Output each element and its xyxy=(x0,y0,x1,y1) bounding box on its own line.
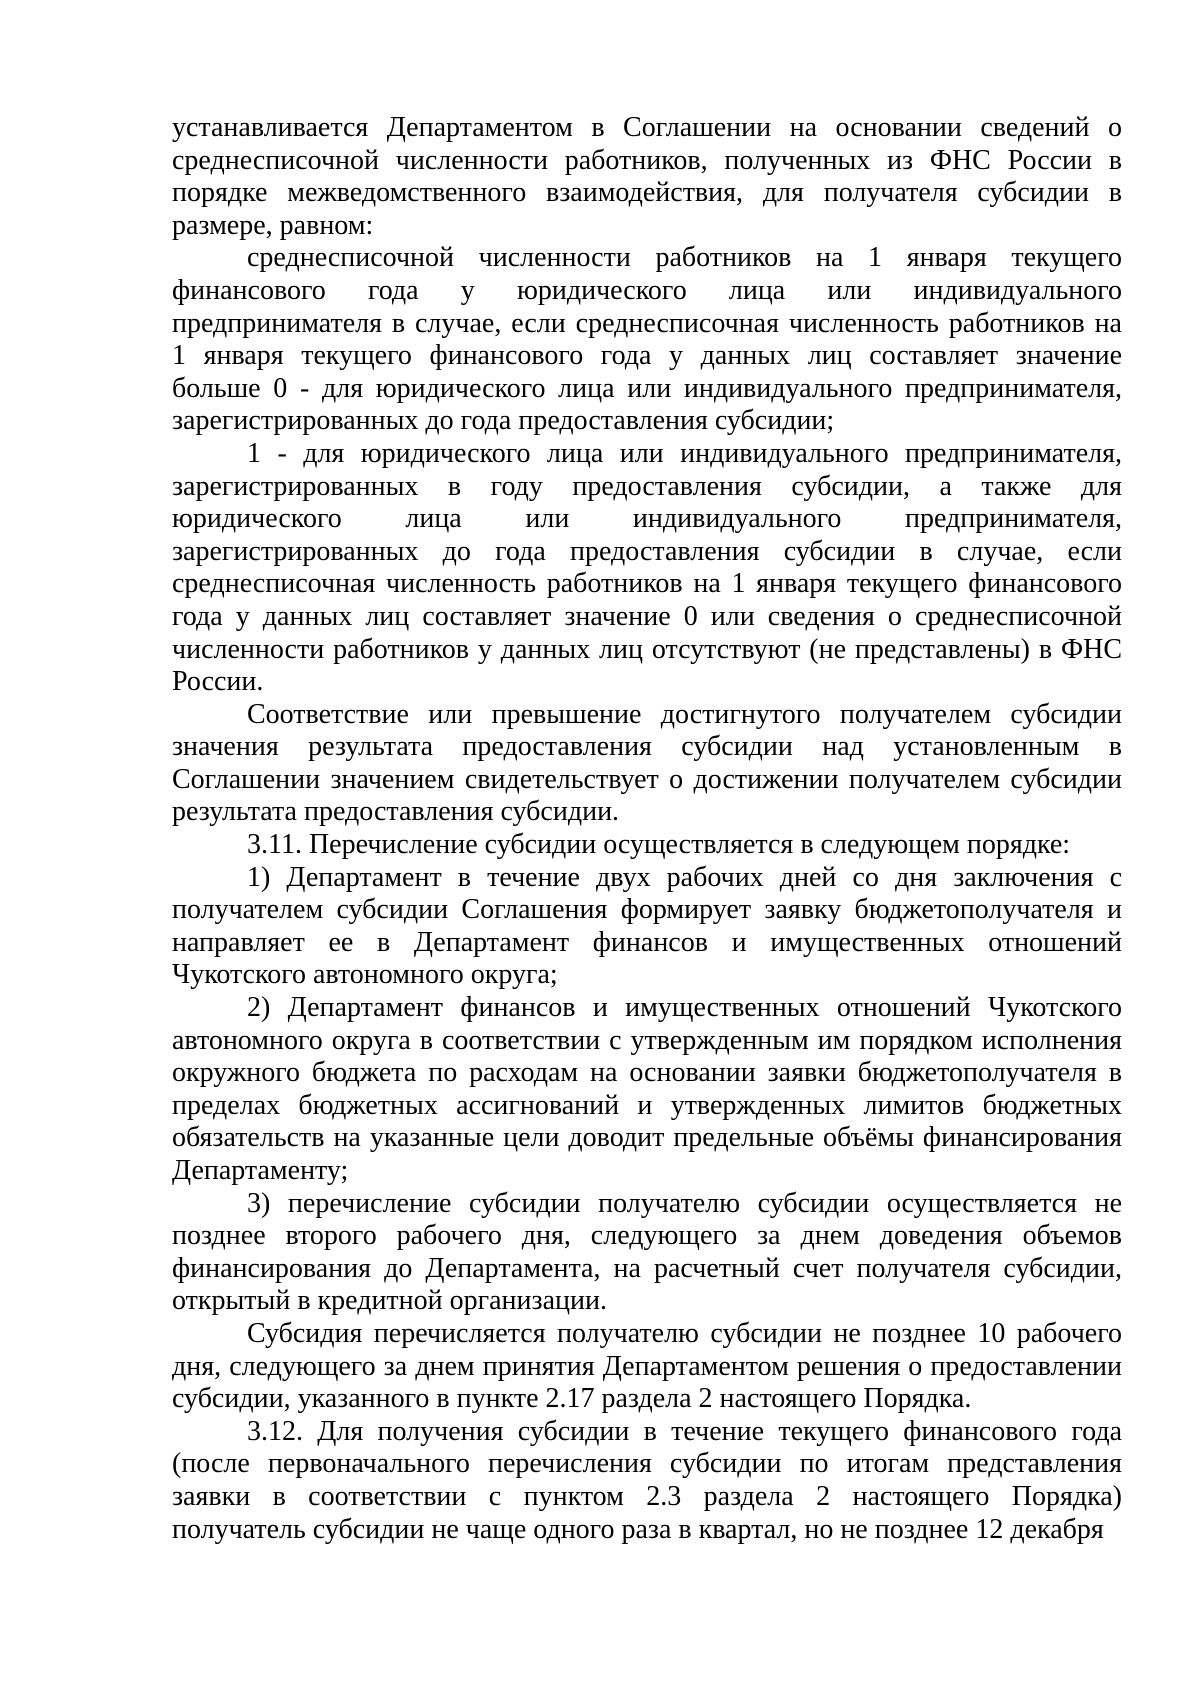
paragraph-subsidy-transfer: Субсидия перечисляется получателю субсидии не позднее 10 рабочего дня, следующего за днем принятия Департаментом решения о предоставлении субсидии, указанного в пункте 2.17 раздела 2 настоящего Порядка. xyxy=(172,1317,1122,1415)
paragraph-section-3-11: 3.11. Перечисление субсидии осуществляется в следующем порядке: xyxy=(247,829,1071,861)
paragraph-average-headcount: среднесписочной численности работников на 1 января текущего финансового года у юридического лица или индивидуального предпринимателя в случае, если среднесписочная численность работников на 1 января текущего финансового года у данных лиц составляет значение больше 0 - для юридического лица или индивидуального предпринимателя, зарегистрированных до года предоставления субсидии; xyxy=(172,242,1122,437)
paragraph-result-compliance: Соответствие или превышение достигнутого получателем субсидии значения результата предоставления субсидии над установленным в Соглашении значением свидетельствует о достижении получателем субсидии результата предоставления субсидии. xyxy=(172,698,1122,828)
document-body xyxy=(172,112,1122,1546)
paragraph-section-3-12: 3.12. Для получения субсидии в течение текущего финансового года (после первоначального перечисления субсидии по итогам представления заявки в соответствии с пунктом 2.3 раздела 2 настоящего Порядка) получатель субсидии не чаще одного раза в квартал, но не позднее 12 декабря xyxy=(172,1415,1122,1545)
paragraph-continuation: устанавливается Департаментом в Соглашении на основании сведений о среднесписочной численности работников, полученных из ФНС России в порядке межведомственного взаимодействия, для получателя субсидии в размере, равном: xyxy=(172,112,1122,241)
paragraph-value-one: 1 - для юридического лица или индивидуального предпринимателя, зарегистрированных в году предоставления субсидии, а также для юридического лица или индивидуального предпринимателя, зарегистрированных до года предоставления субсидии в случае, если среднесписочная численность работников на 1 января текущего финансового года у данных лиц составляет значение 0 или сведения о среднесписочной численности работников у данных лиц отсутствуют (не представлены) в ФНС России. xyxy=(172,437,1122,698)
paragraph-item-1: 1) Департамент в течение двух рабочих дней со дня заключения с получателем субсидии Соглашения формирует заявку бюджетополучателя и направляет ее в Департамент финансов и имущественных отношений Чукотского автономного округа; xyxy=(172,861,1122,991)
paragraph-item-3: 3) перечисление субсидии получателю субсидии осуществляется не позднее второго рабочего дня, следующего за днем доведения объемов финансирования до Департамента, на расчетный счет получателя субсидии, открытый в кредитной организации. xyxy=(172,1187,1122,1317)
paragraph-item-2: 2) Департамент финансов и имущественных отношений Чукотского автономного округа в соответствии с утвержденным им порядком исполнения окружного бюджета по расходам на основании заявки бюджетополучателя в пределах бюджетных ассигнований и утвержденных лимитов бюджетных обязательств на указанные цели доводит предельные объёмы финансирования Департаменту; xyxy=(172,992,1122,1186)
